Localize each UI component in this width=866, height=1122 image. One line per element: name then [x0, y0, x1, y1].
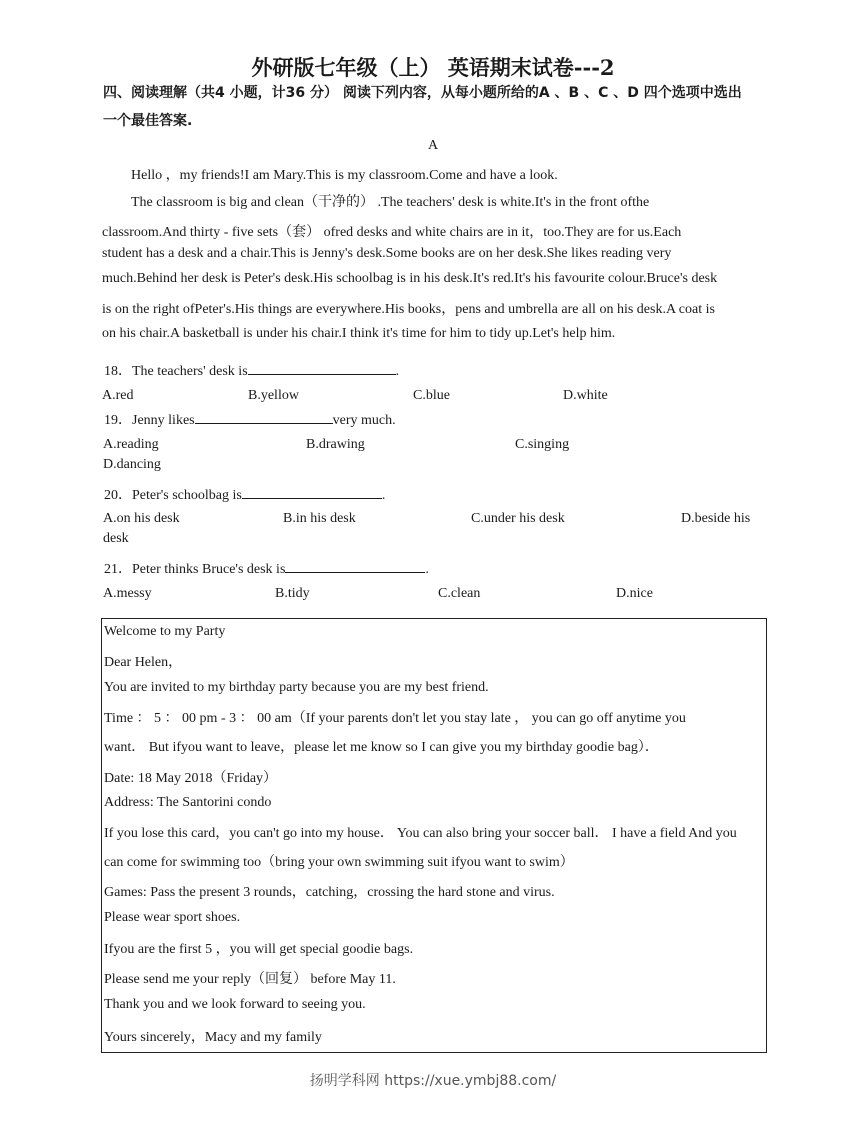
option-b[interactable]: B.drawing [306, 437, 365, 452]
option-d[interactable]: D.beside his [681, 511, 751, 526]
invitation-line: Time ： 5 ： 00 pm - 3 ： 00 am（If your parents don't let you stay late ， you can go off anytime you [104, 711, 686, 726]
passage-line: is on the right ofPeter's.His things are everywhere.His books，pens and umbrella are all on his desk.A coat is [102, 302, 715, 317]
option-a[interactable]: A.reading [103, 437, 159, 452]
question-stem-end: . [395, 364, 400, 379]
invitation-heading: Welcome to my Party [104, 624, 226, 639]
section-instruction-cont: 一个最佳答案. [103, 113, 193, 129]
question-stem: 18．The teachers' desk is [104, 364, 248, 379]
invitation-line: Date: 18 May 2018（Friday） [104, 771, 278, 786]
option-c[interactable]: C.under his desk [471, 511, 565, 526]
option-b[interactable]: B.tidy [275, 586, 310, 601]
answer-blank[interactable] [248, 360, 396, 375]
option-c[interactable]: C.singing [515, 437, 570, 452]
question-stem-end: very much. [332, 413, 396, 428]
passage-line: Hello ，my friends!I am Mary.This is my classroom.Come and have a look. [131, 168, 558, 183]
invitation-line: Games: Pass the present 3 rounds，catching，crossing the hard stone and virus. [104, 885, 555, 900]
question-20 [104, 484, 385, 504]
option-d[interactable]: D.white [563, 388, 608, 403]
option-a[interactable]: A.on his desk [103, 511, 180, 526]
option-a[interactable]: A.red [102, 388, 134, 403]
invitation-line: Ifyou are the first 5 ，you will get special goodie bags. [104, 942, 414, 957]
option-c[interactable]: C.clean [438, 586, 481, 601]
question-21 [104, 558, 429, 578]
question-stem: 20．Peter's schoolbag is [104, 488, 242, 503]
invitation-line: Please wear sport shoes. [104, 910, 241, 925]
invitation-line: You are invited to my birthday party because you are my best friend. [104, 680, 489, 695]
passage-line: on his chair.A basketball is under his chair.I think it's time for him to tidy up.Let's help him. [102, 326, 616, 341]
option-c[interactable]: C.blue [413, 388, 450, 403]
option-d[interactable]: D.dancing [103, 457, 161, 472]
answer-blank[interactable] [285, 558, 425, 573]
invitation-line: Thank you and we look forward to seeing you. [104, 997, 366, 1012]
invitation-line: Dear Helen， [104, 655, 183, 670]
option-d[interactable]: D.nice [616, 586, 653, 601]
invitation-line: Address: The Santorini condo [104, 795, 272, 810]
invitation-card [101, 618, 767, 1053]
invitation-line: If you lose this card，you can't go into my house． You can also bring your soccer ball． I have a field And you [104, 826, 737, 841]
passage-label: A [427, 138, 439, 153]
question-19 [104, 409, 396, 429]
invitation-signature: Yours sincerely，Macy and my family [104, 1030, 322, 1045]
question-18 [104, 360, 399, 380]
passage-line: The classroom is big and clean（干净的） .The teachers' desk is white.It's in the front ofthe [131, 195, 650, 210]
option-a[interactable]: A.messy [103, 586, 152, 601]
passage-line: classroom.And thirty - five sets（套） ofred desks and white chairs are in it，too.They are for us.Each [102, 225, 682, 240]
passage-line: student has a desk and a chair.This is Jenny's desk.Some books are on her desk.She likes reading very [102, 246, 672, 261]
passage-line: much.Behind her desk is Peter's desk.His schoolbag is in his desk.It's red.It's his favourite colour.Bruce's desk [102, 271, 718, 286]
page-title: 外研版七年级（上） 英语期末试卷---2 [251, 55, 615, 80]
footer-watermark: 扬明学科网 https://xue.ymbj88.com/ [309, 1073, 557, 1089]
answer-blank[interactable] [242, 484, 382, 499]
invitation-line: want． But ifyou want to leave，please let me know so I can give you my birthday goodie bag）． [104, 740, 659, 755]
invitation-line: Please send me your reply（回复） before May 11. [104, 972, 396, 987]
option-b[interactable]: B.yellow [248, 388, 299, 403]
answer-blank[interactable] [195, 409, 333, 424]
question-stem: 19．Jenny likes [104, 413, 195, 428]
option-d-cont: desk [103, 531, 129, 546]
question-stem: 21．Peter thinks Bruce's desk is [104, 562, 286, 577]
question-stem-end: . [425, 562, 429, 577]
invitation-line: can come for swimming too（bring your own swimming suit ifyou want to swim） [104, 855, 574, 870]
section-instruction: 四、阅读理解（共4 小题，计36 分） 阅读下列内容，从每小题所给的A 、B 、C 、D 四个选项中选出 [103, 85, 742, 101]
question-stem-end: . [381, 488, 386, 503]
option-b[interactable]: B.in his desk [283, 511, 356, 526]
